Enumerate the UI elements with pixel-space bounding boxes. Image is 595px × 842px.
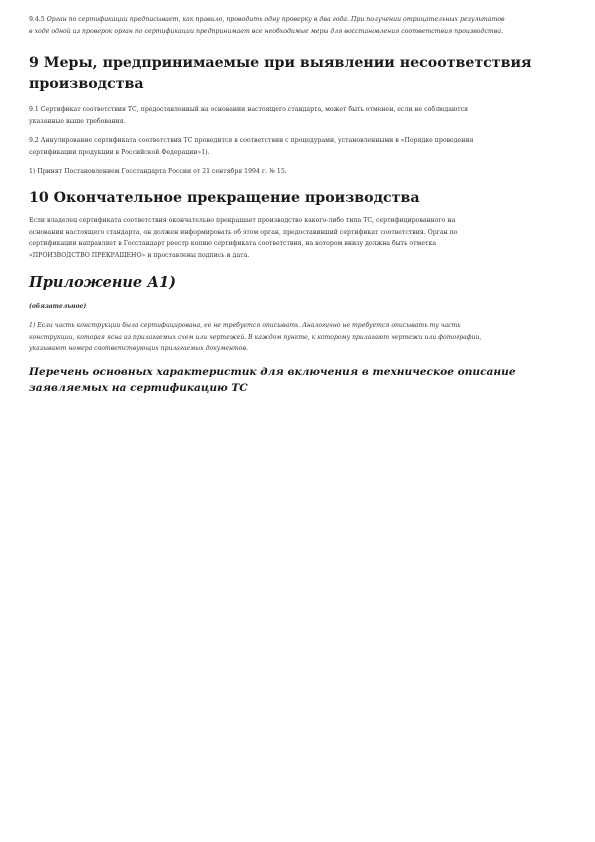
note-line: 1) Если часть конструкции была сертифицирована, ее не требуется описывать. Аналогично не требуется описывать ту часть [29, 322, 461, 329]
paragraph-9-1 [29, 104, 569, 127]
heading-line: 9 Меры, предпринимаемые при выявлении несоответствия [29, 55, 532, 71]
subtitle-line: Перечень основных характеристик для включения в техническое описание [29, 366, 516, 378]
paragraph-9-4-5 [29, 14, 569, 37]
section-10-heading [29, 188, 574, 209]
paragraph-text-line: сертификации направляет в Госстандарт реестр копию сертификата соответствия, на котором внизу должна быть отметка [29, 240, 437, 247]
paragraph-text-line: 9.2 Аннулирование сертификата соответствия ТС проводится в соответствии с процедурами, установленными в «Порядке проведения [29, 137, 474, 144]
paragraph-text-line: сертификации продукции в Российской Федерации»1). [29, 148, 210, 156]
paragraph-text-line: «ПРОИЗВОДСТВО ПРЕКРАЩЕНО» и проставлены подпись и дата. [29, 251, 250, 259]
note-line: указывают номера соответствующих прилагаемых документов. [29, 345, 248, 352]
section-10-paragraph [29, 215, 569, 261]
appendix-mandatory-label: (обязательное) [29, 303, 87, 310]
paragraph-text-line: в ходе одной из проверок орган по сертификации предпринимает все необходимые меры для восстановления соответствия производства. [29, 27, 504, 35]
paragraph-text-line: Орган по сертификации предписывает, как правило, проводить одну проверку в два года. При получении отрицательных результатов [46, 16, 505, 23]
footnote-text: 1) Принят Постановлением Госстандарта России от 21 сентября 1994 г. № 15. [29, 168, 287, 175]
heading-line: 10 Окончательное прекращение производства [29, 190, 420, 206]
paragraph-text-line: 9.1 Сертификат соответствия ТС, предоставленный на основании настоящего стандарта, может быть отменен, если не соблюдаются [29, 106, 469, 113]
paragraph-number: 9.4.5 [29, 16, 45, 23]
heading-line: производства [29, 76, 144, 92]
footnote [29, 166, 569, 178]
paragraph-text-line: Если владелец сертификата соответствия окончательно прекращает производство какого-либо типа ТС, сертифицированного на [29, 217, 456, 224]
appendix-note [29, 320, 569, 355]
appendix-heading: Приложение А1) [29, 274, 176, 291]
paragraph-text-line: основании настоящего стандарта, он должен информировать об этом орган, предоставивший сертификат соответствия. Орган по [29, 228, 458, 236]
paragraph-text-line: указанные выше требования. [29, 117, 126, 125]
note-line: конструкции, которая ясна из прилагаемых схем или чертежей. В каждом пункте, к которому прилагают чертежи или фотографии, [29, 333, 482, 341]
appendix-subtitle [29, 364, 574, 396]
subtitle-line: заявляемых на сертификацию ТС [29, 382, 248, 394]
section-9-heading [29, 53, 574, 95]
paragraph-9-2 [29, 135, 569, 158]
